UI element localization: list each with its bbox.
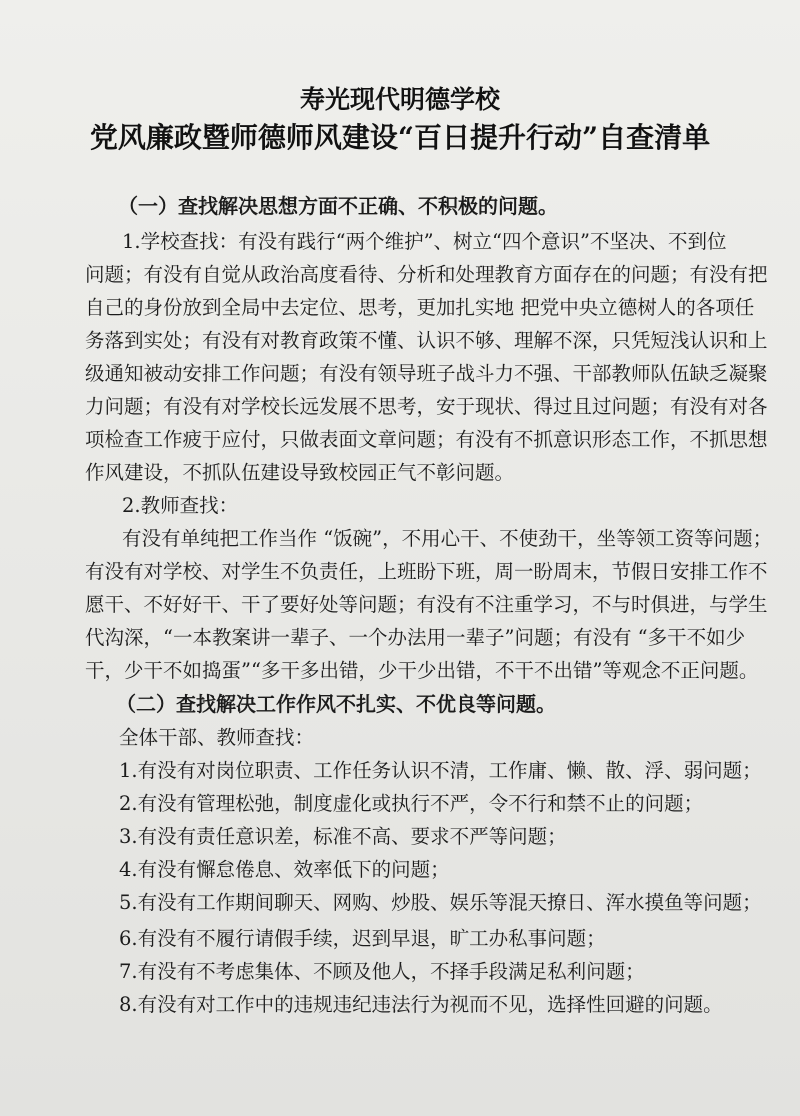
section2-intro: 全体干部、教师查找： (119, 726, 315, 749)
section2-item: 3.有没有责任意识差，标准不高、要求不严等问题； (119, 825, 567, 848)
section2-item: 5.有没有工作期间聊天、网购、炒股、娱乐等混天撩日、浑水摸鱼等问题； (119, 891, 762, 914)
section1-teacher-line: 有没有单纯把工作当作 “饭碗”，不用心干、不使劲干，坐等领工资等问题； (122, 527, 773, 550)
section1-school-line: 问题；有没有自觉从政治高度看待、分析和处理教育方面存在的问题；有没有把 (85, 263, 768, 286)
section1-heading: （一）查找解决思想方面不正确、不积极的问题。 (118, 194, 558, 218)
document-title: 党风廉政暨师德师风建设“百日提升行动”自查清单 (89, 121, 711, 154)
section1-teacher-line: 有没有对学校、对学生不负责任，上班盼下班，周一盼周末，节假日安排工作不 (85, 560, 768, 583)
section2-item: 2.有没有管理松弛，制度虚化或执行不严，令不行和禁不止的问题； (119, 792, 704, 815)
section1-school-line: 项检查工作疲于应付，只做表面文章问题；有没有不抓意识形态工作，不抓思想 (85, 428, 768, 451)
section1-teacher-line: 愿干、不好好干、干了要好处等问题；有没有不注重学习，不与时俱进，与学生 (85, 593, 768, 616)
section1-teacher-line: 代沟深，“一本教案讲一辈子、一个办法用一辈子”问题；有没有 “多干不如少 (85, 626, 746, 649)
section2-item: 6.有没有不履行请假手续，迟到早退，旷工办私事问题； (119, 927, 606, 950)
section1-school-line: 务落到实处；有没有对教育政策不懂、认识不够、理解不深，只凭短浅认识和上 (85, 329, 768, 352)
section1-school-line: 作风建设，不抓队伍建设导致校园正气不彰问题。 (85, 461, 515, 484)
section2-item: 1.有没有对岗位职责、工作任务认识不清，工作庸、懒、散、浮、弱问题； (119, 759, 762, 782)
section2-item: 7.有没有不考虑集体、不顾及他人，不择手段满足私利问题； (119, 960, 645, 983)
section1-teacher-line: 干，少干不如捣蛋”“多干多出错，少干少出错，不干不出错”等观念不正问题。 (85, 659, 759, 682)
section1-school-line: 力问题；有没有对学校长远发展不思考，安于现状、得过且过问题；有没有对各 (85, 395, 768, 418)
school-name-title: 寿光现代明德学校 (299, 85, 500, 114)
section2-item: 4.有没有懈怠倦息、效率低下的问题； (119, 858, 450, 881)
section1-teacher-label: 2.教师查找： (122, 494, 239, 517)
section1-school-line: 级通知被动安排工作问题；有没有领导班子战斗力不强、干部教师队伍缺乏凝聚 (85, 362, 768, 385)
section2-heading: （二）查找解决工作作风不扎实、不优良等问题。 (116, 692, 556, 716)
section2-item: 8.有没有对工作中的违规违纪违法行为视而不见，选择性回避的问题。 (119, 993, 723, 1016)
section1-school-line: 1.学校查找：有没有践行“两个维护”、树立“四个意识”不坚决、不到位 (122, 230, 727, 253)
section1-school-line: 自己的身份放到全局中去定位、思考，更加扎实地 把党中央立德树人的各项任 (85, 296, 755, 319)
